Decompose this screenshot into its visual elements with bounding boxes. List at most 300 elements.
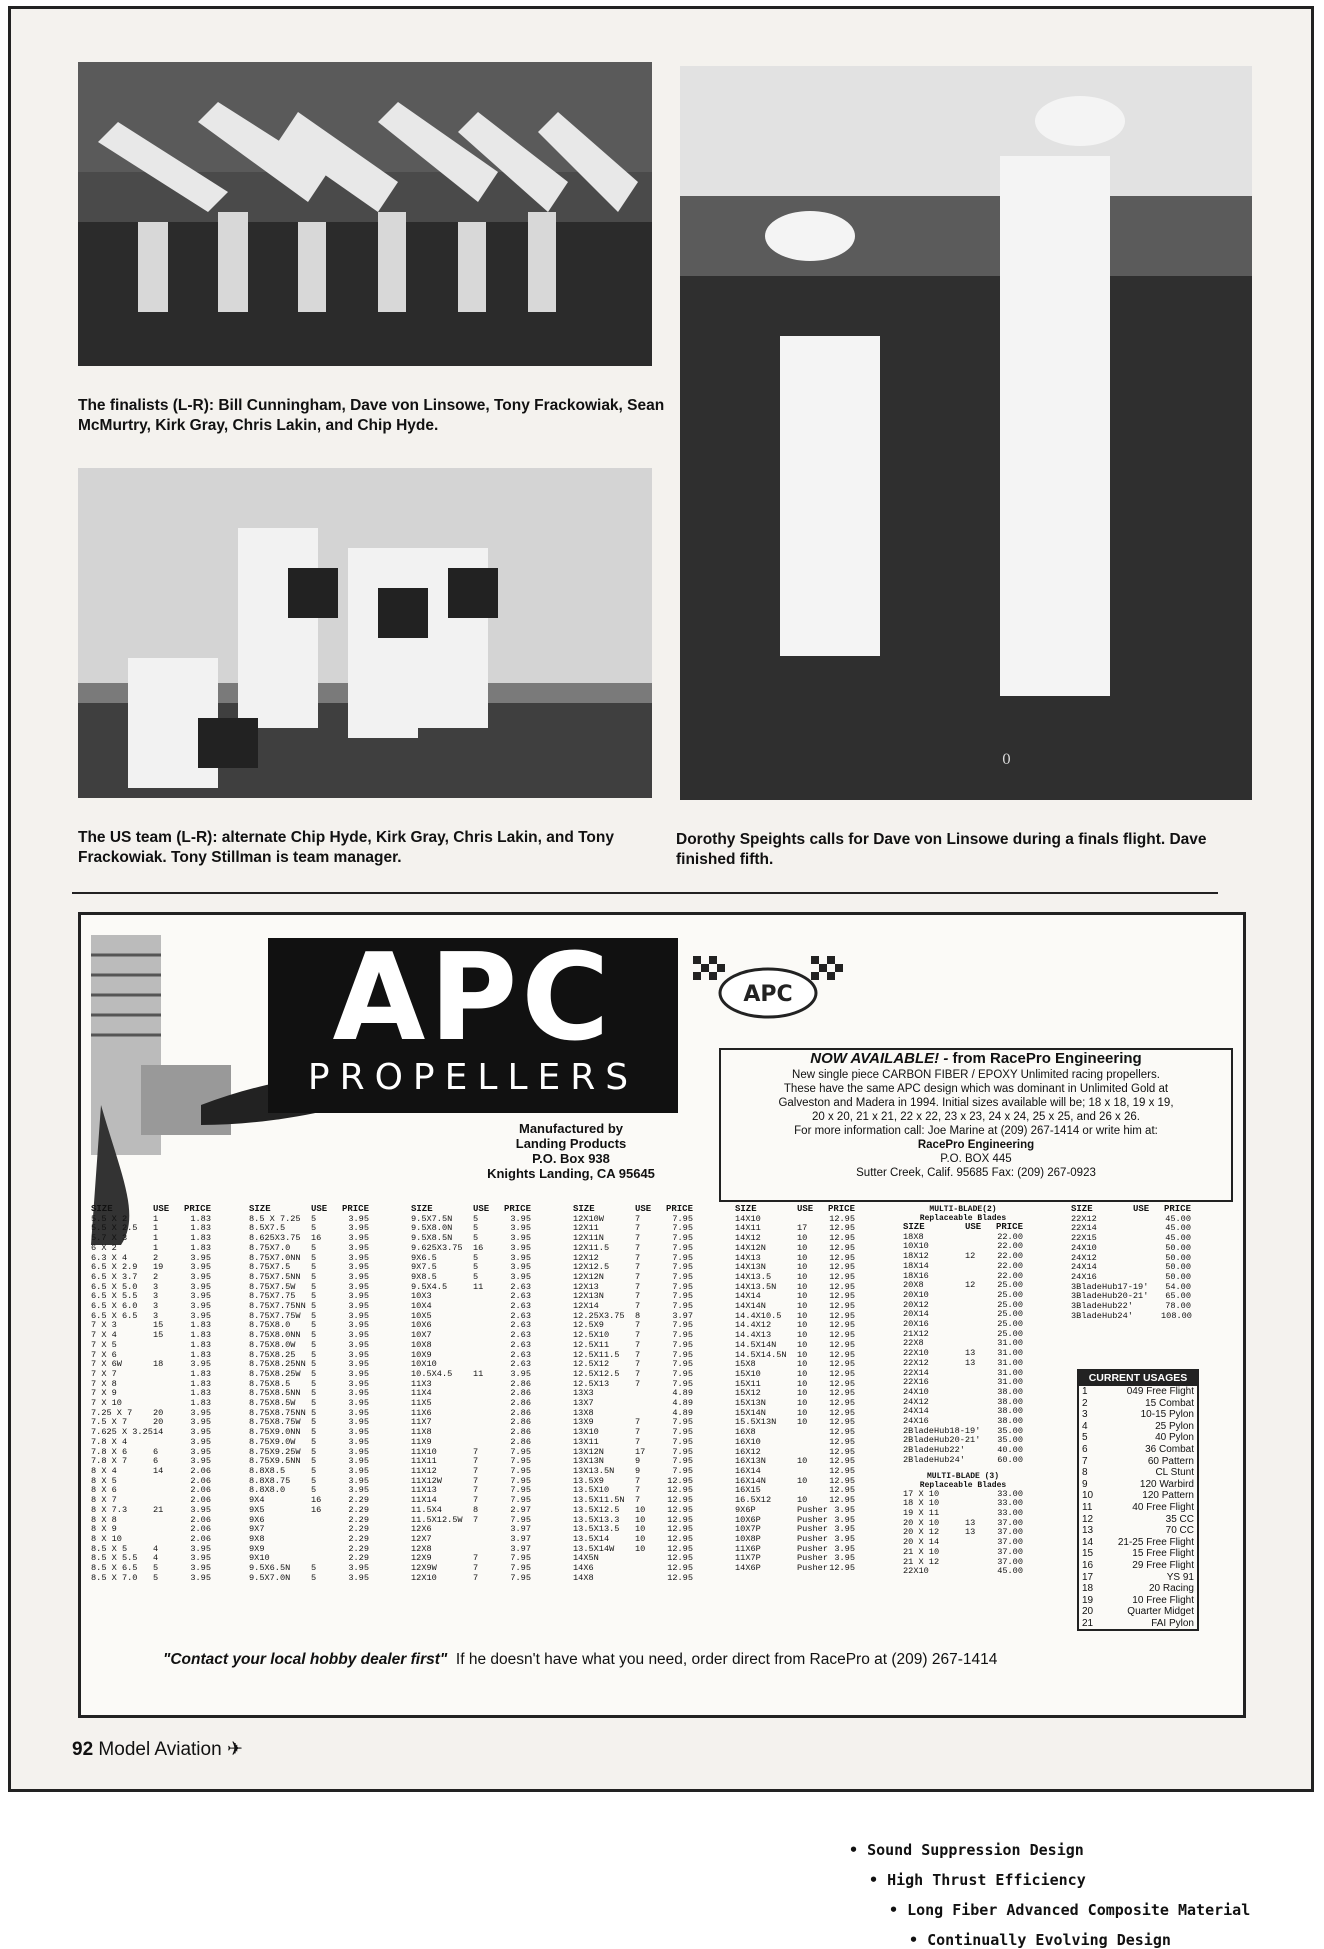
usage-row: 6 36 Combat xyxy=(1082,1443,1194,1455)
price-row: 13.5X13.3 10 12.95 xyxy=(573,1514,693,1525)
bullet-3: • Long Fiber Advanced Composite Material xyxy=(889,1901,1251,1919)
price-row: 14X6 12.95 xyxy=(573,1563,693,1574)
price-row: 13.5X11.5N 7 12.95 xyxy=(573,1495,693,1506)
price-row: 8.75X8.0W 5 3.95 xyxy=(249,1339,369,1350)
price-row: 8.75X9.0W 5 3.95 xyxy=(249,1436,369,1447)
price-row: 12.5X12.5 7 7.95 xyxy=(573,1368,693,1379)
price-row: 12X11 7 7.95 xyxy=(573,1223,693,1234)
price-row: 13.5X10 7 12.95 xyxy=(573,1485,693,1496)
price-row: 14.4X12 10 12.95 xyxy=(735,1320,855,1331)
price-row: 8 X 9 2.06 xyxy=(91,1524,211,1535)
price-row: 8.5X7.5 5 3.95 xyxy=(249,1223,369,1234)
usage-row: 15 15 Free Flight xyxy=(1082,1548,1194,1560)
price-row: 16X13N 10 12.95 xyxy=(735,1456,855,1467)
price-row: 6.5 X 6.5 3 3.95 xyxy=(91,1310,211,1321)
price-row: 11X6P Pusher 3.95 xyxy=(735,1543,855,1554)
usage-row: 9 120 Warbird xyxy=(1082,1478,1194,1490)
price-row: 22X8 31.00 xyxy=(903,1338,1023,1349)
price-row: 7.8 X 6 6 3.95 xyxy=(91,1446,211,1457)
price-row: 14.5X14N 10 12.95 xyxy=(735,1339,855,1350)
price-row: 14X13.5 10 12.95 xyxy=(735,1271,855,1282)
photo-finalists xyxy=(78,62,652,366)
page-footer xyxy=(72,1738,243,1761)
price-row: 7 X 6 1.83 xyxy=(91,1349,211,1360)
price-row: 14X13.5N 10 12.95 xyxy=(735,1281,855,1292)
caption-us-team: The US team (L-R): alternate Chip Hyde, Kirk Gray, Chris Lakin, and Tony Frackowiak. Tony Stillman is team manager. xyxy=(78,829,614,866)
price-row: 8.75X7.75NN 5 3.95 xyxy=(249,1301,369,1312)
price-row: 8 X 4 14 2.06 xyxy=(91,1465,211,1476)
price-row: 11X11 7 7.95 xyxy=(411,1456,531,1467)
usage-row: 17 YS 91 xyxy=(1082,1571,1194,1583)
price-row: 7 X 10 1.83 xyxy=(91,1398,211,1409)
price-row: 9X6 2.29 xyxy=(249,1514,369,1525)
price-row: 2BladeHub24' 60.00 xyxy=(903,1454,1023,1465)
price-row: 17 X 10 33.00 xyxy=(903,1488,1023,1499)
price-row: 18X12 12 22.00 xyxy=(903,1251,1023,1262)
price-row: 7.5 X 7 20 3.95 xyxy=(91,1417,211,1428)
price-row: 9.5X4.5 11 2.63 xyxy=(411,1281,531,1292)
price-row: 21 X 10 37.00 xyxy=(903,1546,1023,1557)
price-row: 9X10 2.29 xyxy=(249,1553,369,1564)
price-row: 14X6P Pusher 12.95 xyxy=(735,1563,855,1574)
multi2-subtitle: Replaceable Blades xyxy=(919,1214,1007,1223)
now-available-box xyxy=(719,1048,1233,1202)
price-row: 13.5X12.5 10 12.95 xyxy=(573,1504,693,1515)
price-row: 12X6 3.97 xyxy=(411,1524,531,1535)
price-row: 24X16 50.00 xyxy=(1071,1271,1191,1282)
price-row: 14X14 10 12.95 xyxy=(735,1291,855,1302)
price-row: 16X12 12.95 xyxy=(735,1446,855,1457)
price-row: 12.5X13 7 7.95 xyxy=(573,1378,693,1389)
price-row: 9X8 2.29 xyxy=(249,1533,369,1544)
price-row: 7 X 3 15 1.83 xyxy=(91,1320,211,1331)
bullet-1: • Sound Suppression Design xyxy=(849,1841,1084,1859)
price-row: 8.75X8.5 5 3.95 xyxy=(249,1378,369,1389)
usage-row: 14 21-25 Free Flight xyxy=(1082,1536,1194,1548)
price-row: 22X12 13 31.00 xyxy=(903,1357,1023,1368)
price-row: 11X14 7 7.95 xyxy=(411,1495,531,1506)
price-row: 12X13 7 7.95 xyxy=(573,1281,693,1292)
usage-row: 3 10-15 Pylon xyxy=(1082,1409,1194,1421)
price-row: 12.5X9 7 7.95 xyxy=(573,1320,693,1331)
price-row: 10X4 2.63 xyxy=(411,1301,531,1312)
price-row: 24X14 38.00 xyxy=(903,1406,1023,1417)
ad-footer xyxy=(163,1651,997,1669)
column-header: SIZE USE PRICE xyxy=(1071,1204,1191,1214)
price-row: 9.5X8.5N 5 3.95 xyxy=(411,1233,531,1244)
price-row: 20 X 14 37.00 xyxy=(903,1537,1023,1548)
now-available-heading: NOW AVAILABLE! - from RacePro Engineering xyxy=(810,1050,1142,1067)
price-row: 11X12W 7 7.95 xyxy=(411,1475,531,1486)
price-row: 8.75X7.75W 5 3.95 xyxy=(249,1310,369,1321)
price-row: 13X10 7 7.95 xyxy=(573,1427,693,1438)
price-row: 8 X 7.3 21 3.95 xyxy=(91,1504,211,1515)
apc-brand-sub: PROPELLERS xyxy=(307,1057,639,1098)
price-row: 2BladeHub20-21' 35.00 xyxy=(903,1435,1023,1446)
price-row: 14X11 17 12.95 xyxy=(735,1223,855,1234)
column-header: SIZE USE PRICE xyxy=(573,1204,693,1214)
now-body-4: 20 x 20, 21 x 21, 22 x 22, 23 x 23, 24 x 24, 25 x 25, and 26 x 26. xyxy=(812,1111,1140,1123)
price-row: 11.5X4 8 2.97 xyxy=(411,1504,531,1515)
airplane-icon: ✈ xyxy=(226,1739,243,1760)
price-row: 6.5 X 2.9 19 3.95 xyxy=(91,1262,211,1273)
price-row: 13X9 7 7.95 xyxy=(573,1417,693,1428)
price-row: 16.5X12 10 12.95 xyxy=(735,1495,855,1506)
price-row: 9.5X7.5N 5 3.95 xyxy=(411,1213,531,1224)
usage-row: 1 049 Free Flight xyxy=(1082,1386,1194,1397)
price-row: 9X4 16 2.29 xyxy=(249,1495,369,1506)
price-row: 14X8 12.95 xyxy=(573,1572,693,1583)
price-row: 10X7P Pusher 3.95 xyxy=(735,1524,855,1535)
price-row: 8.75X7.5 5 3.95 xyxy=(249,1262,369,1273)
price-column-3 xyxy=(411,1205,531,1583)
column-header: SIZE USE PRICE xyxy=(249,1204,369,1214)
price-row: 12X12 7 7.95 xyxy=(573,1252,693,1263)
price-column-4 xyxy=(573,1205,693,1583)
price-row: 13.5X14W 10 12.95 xyxy=(573,1543,693,1554)
price-row: 15X10 10 12.95 xyxy=(735,1368,855,1379)
price-row: 7.25 X 7 20 3.95 xyxy=(91,1407,211,1418)
price-row: 2BladeHub22' 40.00 xyxy=(903,1445,1023,1456)
multi2-title: MULTI-BLADE(2) xyxy=(929,1205,997,1214)
price-row: 8.75X8.0 5 3.95 xyxy=(249,1320,369,1331)
price-row: 8.8X8.5 5 3.95 xyxy=(249,1465,369,1476)
price-row: 21 X 12 37.00 xyxy=(903,1556,1023,1567)
multi3-list xyxy=(903,1490,1023,1577)
price-row: 15X11 10 12.95 xyxy=(735,1378,855,1389)
mfg-line-2: Landing Products xyxy=(515,1136,627,1151)
price-row: 22X14 45.00 xyxy=(1071,1223,1191,1234)
price-row: 22X14 31.00 xyxy=(903,1367,1023,1378)
price-row: 20X10 25.00 xyxy=(903,1289,1023,1300)
price-row: 14X13 10 12.95 xyxy=(735,1252,855,1263)
price-row: 11X6 2.86 xyxy=(411,1407,531,1418)
price-row: 8.75X9.25W 5 3.95 xyxy=(249,1446,369,1457)
price-column-7 xyxy=(1071,1205,1191,1321)
price-row: 14.4X10.5 10 12.95 xyxy=(735,1310,855,1321)
price-row: 22X15 45.00 xyxy=(1071,1233,1191,1244)
price-column-2 xyxy=(249,1205,369,1583)
price-row: 12.5X11 7 7.95 xyxy=(573,1339,693,1350)
usage-row: 7 60 Pattern xyxy=(1082,1455,1194,1467)
price-row: 13X13N 9 7.95 xyxy=(573,1456,693,1467)
price-row: 12X14 7 7.95 xyxy=(573,1301,693,1312)
price-row: 8.75X8.5W 5 3.95 xyxy=(249,1398,369,1409)
price-row: 10X6 2.63 xyxy=(411,1320,531,1331)
price-row: 16X10 12.95 xyxy=(735,1436,855,1447)
price-row: 9X5 16 2.29 xyxy=(249,1504,369,1515)
price-row: 10X10 2.63 xyxy=(411,1359,531,1370)
usage-row: 20 Quarter Midget xyxy=(1082,1606,1194,1618)
price-row: 16X15 12.95 xyxy=(735,1485,855,1496)
price-row: 8.5 X 7.25 5 3.95 xyxy=(249,1213,369,1224)
price-row: 12X13N 7 7.95 xyxy=(573,1291,693,1302)
price-row: 6.5 X 3.7 2 3.95 xyxy=(91,1271,211,1282)
price-row: 9.5X7.0N 5 3.95 xyxy=(249,1572,369,1583)
price-row: 9.625X3.75 16 3.95 xyxy=(411,1242,531,1253)
price-row: 15.5X13N 10 12.95 xyxy=(735,1417,855,1428)
price-row: 9.5X6.5N 5 3.95 xyxy=(249,1563,369,1574)
usage-row: 19 10 Free Flight xyxy=(1082,1594,1194,1606)
price-row: 3BladeHub20-21' 65.00 xyxy=(1071,1291,1191,1302)
price-row: 8.5 X 7.0 5 3.95 xyxy=(91,1572,211,1583)
price-row: 24X14 50.00 xyxy=(1071,1262,1191,1273)
usage-row: 5 40 Pylon xyxy=(1082,1432,1194,1444)
price-row: 10X7 2.63 xyxy=(411,1330,531,1341)
now-body-3: Galveston and Madera in 1994. Initial sizes available will be; 18 x 18, 19 x 19, xyxy=(778,1097,1174,1109)
price-row: 14.4X13 10 12.95 xyxy=(735,1330,855,1341)
price-row: 10X5 2.63 xyxy=(411,1310,531,1321)
price-row: 10X10 22.00 xyxy=(903,1241,1023,1252)
price-row: 13.5X14 10 12.95 xyxy=(573,1533,693,1544)
price-row: 20X14 25.00 xyxy=(903,1309,1023,1320)
price-row: 18X16 22.00 xyxy=(903,1270,1023,1281)
magazine-name: Model Aviation xyxy=(98,1739,222,1760)
price-row: 14X5N 12.95 xyxy=(573,1553,693,1564)
price-row: 24X10 38.00 xyxy=(903,1386,1023,1397)
price-row: 12X9 7 7.95 xyxy=(411,1553,531,1564)
price-row: 8.5 X 6.5 5 3.95 xyxy=(91,1563,211,1574)
usage-row: 12 35 CC xyxy=(1082,1513,1194,1525)
price-row: 12X11N 7 7.95 xyxy=(573,1233,693,1244)
price-row: 9X7 2.29 xyxy=(249,1524,369,1535)
price-row: 11X4 2.86 xyxy=(411,1388,531,1399)
usage-row: 13 70 CC xyxy=(1082,1525,1194,1537)
price-row: 15X8 10 12.95 xyxy=(735,1359,855,1370)
price-row: 8.75X8.25W 5 3.95 xyxy=(249,1368,369,1379)
price-row: 7 X 8 1.83 xyxy=(91,1378,211,1389)
price-row: 24X12 38.00 xyxy=(903,1396,1023,1407)
price-row: 8.75X7.0NN 5 3.95 xyxy=(249,1252,369,1263)
price-row: 8.75X8.25 5 3.95 xyxy=(249,1349,369,1360)
price-row: 8.75X7.5W 5 3.95 xyxy=(249,1281,369,1292)
price-row: 9X6P Pusher 3.95 xyxy=(735,1504,855,1515)
price-row: 12X12N 7 7.95 xyxy=(573,1271,693,1282)
bullet-2: • High Thrust Efficiency xyxy=(869,1871,1086,1889)
price-row: 8.75X7.0 5 3.95 xyxy=(249,1242,369,1253)
price-row: 10X8P Pusher 3.95 xyxy=(735,1533,855,1544)
price-row: 10X6P Pusher 3.95 xyxy=(735,1514,855,1525)
price-row: 6.5 X 5.5 3 3.95 xyxy=(91,1291,211,1302)
price-row: 13X13.5N 9 7.95 xyxy=(573,1465,693,1476)
price-row: 11X9 2.86 xyxy=(411,1436,531,1447)
usage-row: 8 CL Stunt xyxy=(1082,1467,1194,1479)
price-row: 12.25X3.75 8 3.97 xyxy=(573,1310,693,1321)
apc-logo-block xyxy=(268,929,678,1113)
price-row: 3BladeHub24' 108.00 xyxy=(1071,1310,1192,1321)
now-address-2: Sutter Creek, Calif. 95685 Fax: (209) 267-0923 xyxy=(856,1167,1096,1179)
price-row: 8.5 X 5 4 3.95 xyxy=(91,1543,211,1554)
now-address-1: P.O. BOX 445 xyxy=(940,1153,1012,1165)
price-row: 7.8 X 7 6 3.95 xyxy=(91,1456,211,1467)
caption-dorothy: Dorothy Speights calls for Dave von Linsowe during a finals flight. Dave finished fifth. xyxy=(676,831,1207,868)
price-row: 14X10 12.95 xyxy=(735,1213,855,1224)
price-row: 8 X 6 2.06 xyxy=(91,1485,211,1496)
usage-row: 2 15 Combat xyxy=(1082,1397,1194,1409)
usage-row: 10 120 Pattern xyxy=(1082,1490,1194,1502)
price-row: 16X8 12.95 xyxy=(735,1427,855,1438)
price-row: 11X7P Pusher 3.95 xyxy=(735,1553,855,1564)
price-row: 9.5X8.0N 5 3.95 xyxy=(411,1223,531,1234)
multi2-list xyxy=(903,1223,1023,1466)
multi3-title: MULTI-BLADE (3) xyxy=(926,1471,999,1481)
bullet-4: • Continually Evolving Design xyxy=(909,1931,1171,1949)
now-body-5: For more information call: Joe Marine at (209) 267-1414 or write him at: xyxy=(794,1125,1158,1137)
manufacturer-info xyxy=(471,1121,671,1181)
price-row: 8.75X8.75NN 5 3.95 xyxy=(249,1407,369,1418)
price-row: 24X10 50.00 xyxy=(1071,1242,1191,1253)
mfg-line-4: Knights Landing, CA 95645 xyxy=(487,1166,655,1181)
price-row: 7.625 X 3.25 14 3.95 xyxy=(91,1427,211,1438)
price-row: 12.5X11.5 7 7.95 xyxy=(573,1349,693,1360)
price-row: 9X6.5 5 3.95 xyxy=(411,1252,531,1263)
price-row: 19 X 11 33.00 xyxy=(903,1507,1023,1518)
price-row: 11X3 2.86 xyxy=(411,1378,531,1389)
price-row: 22X10 13 31.00 xyxy=(903,1348,1023,1359)
price-row: 22X10 45.00 xyxy=(903,1566,1023,1577)
price-row: 9X9 2.29 xyxy=(249,1543,369,1554)
page-number: 92 xyxy=(72,1739,94,1760)
price-row: 8.75X8.5NN 5 3.95 xyxy=(249,1388,369,1399)
price-row: 7 X 9 1.83 xyxy=(91,1388,211,1399)
photo-dorothy xyxy=(680,66,1252,800)
price-row: 12X12.5 7 7.95 xyxy=(573,1262,693,1273)
price-row: 3BladeHub17-19' 54.00 xyxy=(1071,1281,1191,1292)
price-row: 18 X 10 33.00 xyxy=(903,1498,1023,1509)
price-row: 13X11 7 7.95 xyxy=(573,1436,693,1447)
usage-row: 21 FAI Pylon xyxy=(1082,1617,1194,1629)
column-header: SIZE USE PRICE xyxy=(91,1204,211,1214)
price-row: 10.5X4.5 11 3.95 xyxy=(411,1368,531,1379)
price-row: 8.75X7.5NN 5 3.95 xyxy=(249,1271,369,1282)
usage-row: 16 29 Free Flight xyxy=(1082,1559,1194,1571)
price-row: 11.5X12.5W 7 7.95 xyxy=(411,1514,531,1525)
price-row: 6.5 X 6.0 3 3.95 xyxy=(91,1301,211,1312)
price-row: 5.5 X 2.5 1 1.83 xyxy=(91,1223,211,1234)
price-row: 14.5X14.5N 10 12.95 xyxy=(735,1349,855,1360)
price-row: 14X12 10 12.95 xyxy=(735,1233,855,1244)
price-row: 13X12N 17 7.95 xyxy=(573,1446,693,1457)
price-row: 2BladeHub18-19' 35.00 xyxy=(903,1425,1023,1436)
price-row: 24X16 38.00 xyxy=(903,1416,1023,1427)
price-row: 11X7 2.86 xyxy=(411,1417,531,1428)
price-row: 7 X 6W 18 3.95 xyxy=(91,1359,211,1370)
divider-rule xyxy=(72,892,1218,894)
price-row: 6.3 X 4 2 3.95 xyxy=(91,1252,211,1263)
price-row: 12X9W 7 7.95 xyxy=(411,1563,531,1574)
logo-apc-text: APC xyxy=(743,982,793,1007)
usage-row: 18 20 Racing xyxy=(1082,1583,1194,1595)
multi3-subtitle: Replaceable Blades xyxy=(919,1480,1007,1490)
ad-footer-text: If he doesn't have what you need, order direct from RacePro at (209) 267-1414 xyxy=(455,1651,998,1668)
price-row: 13X8 4.89 xyxy=(573,1407,693,1418)
price-row: 8.75X8.75W 5 3.95 xyxy=(249,1417,369,1428)
price-row: 15X14N 10 12.95 xyxy=(735,1407,855,1418)
price-row: 12.5X12 7 7.95 xyxy=(573,1359,693,1370)
price-row: 11X5 2.86 xyxy=(411,1398,531,1409)
price-row: 11X10 7 7.95 xyxy=(411,1446,531,1457)
price-row: 11X8 2.86 xyxy=(411,1427,531,1438)
price-row: 12.5X10 7 7.95 xyxy=(573,1330,693,1341)
price-row: 20X16 25.00 xyxy=(903,1319,1023,1330)
price-row: 7 X 4 15 1.83 xyxy=(91,1330,211,1341)
price-row: 8.625X3.75 16 3.95 xyxy=(249,1233,369,1244)
now-company: RacePro Engineering xyxy=(917,1139,1035,1151)
price-row: 12X10W 7 7.95 xyxy=(573,1213,693,1224)
price-row: 8.75X8.0NN 5 3.95 xyxy=(249,1330,369,1341)
price-row: 12X8 3.97 xyxy=(411,1543,531,1554)
price-row: 7 X 5 1.83 xyxy=(91,1339,211,1350)
price-row: 5.7 X 3 1 1.83 xyxy=(91,1233,211,1244)
price-row: 20 X 12 13 37.00 xyxy=(903,1527,1023,1538)
price-row: 9X8.5 5 3.95 xyxy=(411,1271,531,1282)
price-row: 8 X 5 2.06 xyxy=(91,1475,211,1486)
price-row: 11X12 7 7.95 xyxy=(411,1465,531,1476)
ad-footer-italic: "Contact your local hobby dealer first" xyxy=(163,1651,448,1668)
price-row: 6.5 X 5.0 3 3.95 xyxy=(91,1281,211,1292)
column-header: SIZE USE PRICE xyxy=(735,1204,855,1214)
current-usages-box xyxy=(1077,1369,1199,1631)
now-body-2: These have the same APC design which was dominant in Unlimited Gold at xyxy=(783,1083,1169,1095)
price-row: 20X12 25.00 xyxy=(903,1299,1023,1310)
usages-title: CURRENT USAGES xyxy=(1079,1371,1197,1386)
price-row: 14X13N 10 12.95 xyxy=(735,1262,855,1273)
price-row: 10X3 2.63 xyxy=(411,1291,531,1302)
column-header: SIZE USE PRICE xyxy=(903,1222,1023,1232)
price-row: 8 X 7 2.06 xyxy=(91,1495,211,1506)
price-row: 9X7.5 5 3.95 xyxy=(411,1262,531,1273)
price-row: 8.75X9.5NN 5 3.95 xyxy=(249,1456,369,1467)
price-row: 14X12N 10 12.95 xyxy=(735,1242,855,1253)
price-row: 8.8X8.0 5 3.95 xyxy=(249,1485,369,1496)
price-row: 20 X 10 13 37.00 xyxy=(903,1517,1023,1528)
price-row: 22X12 45.00 xyxy=(1071,1213,1191,1224)
price-row: 8.8X8.75 5 3.95 xyxy=(249,1475,369,1486)
price-row: 20X8 12 25.00 xyxy=(903,1280,1023,1291)
price-row: 12X10 7 7.95 xyxy=(411,1572,531,1583)
price-row: 8.5 X 5.5 4 3.95 xyxy=(91,1553,211,1564)
apc-brand: APC xyxy=(332,929,614,1068)
price-row: 18X14 22.00 xyxy=(903,1260,1023,1271)
price-column-1 xyxy=(91,1205,211,1583)
now-body-1: New single piece CARBON FIBER / EPOXY Unlimited racing propellers. xyxy=(792,1069,1160,1081)
usage-row: 11 40 Free Flight xyxy=(1082,1501,1194,1513)
price-row: 13X7 4.89 xyxy=(573,1398,693,1409)
price-row: 8.75X7.75 5 3.95 xyxy=(249,1291,369,1302)
usage-row: 4 25 Pylon xyxy=(1082,1420,1194,1432)
price-column-6 xyxy=(903,1205,1023,1577)
price-row: 14X14N 10 12.95 xyxy=(735,1301,855,1312)
price-row: 13X3 4.89 xyxy=(573,1388,693,1399)
caption-finalists: The finalists (L-R): Bill Cunningham, Dave von Linsowe, Tony Frackowiak, Sean McMurtry, Kirk Gray, Chris Lakin, and Chip Hyde. xyxy=(78,397,665,434)
price-column-5 xyxy=(735,1205,855,1574)
price-row: 16X14N 10 12.95 xyxy=(735,1475,855,1486)
column-header: SIZE USE PRICE xyxy=(411,1204,531,1214)
price-row: 16X14 12.95 xyxy=(735,1465,855,1476)
mfg-line-3: P.O. Box 938 xyxy=(532,1151,610,1166)
price-row: 8 X 10 2.06 xyxy=(91,1533,211,1544)
price-row: 13.5X9 7 12.95 xyxy=(573,1475,693,1486)
price-row: 21X12 25.00 xyxy=(903,1328,1023,1339)
price-row: 24X12 50.00 xyxy=(1071,1252,1191,1263)
price-row: 10X9 2.63 xyxy=(411,1349,531,1360)
price-row: 12X7 3.97 xyxy=(411,1533,531,1544)
price-row: 8.75X9.0NN 5 3.95 xyxy=(249,1427,369,1438)
price-row: 15X13N 10 12.95 xyxy=(735,1398,855,1409)
price-row: 10X8 2.63 xyxy=(411,1339,531,1350)
price-row: 22X16 31.00 xyxy=(903,1377,1023,1388)
photo-marker: 0 xyxy=(1002,752,1011,768)
